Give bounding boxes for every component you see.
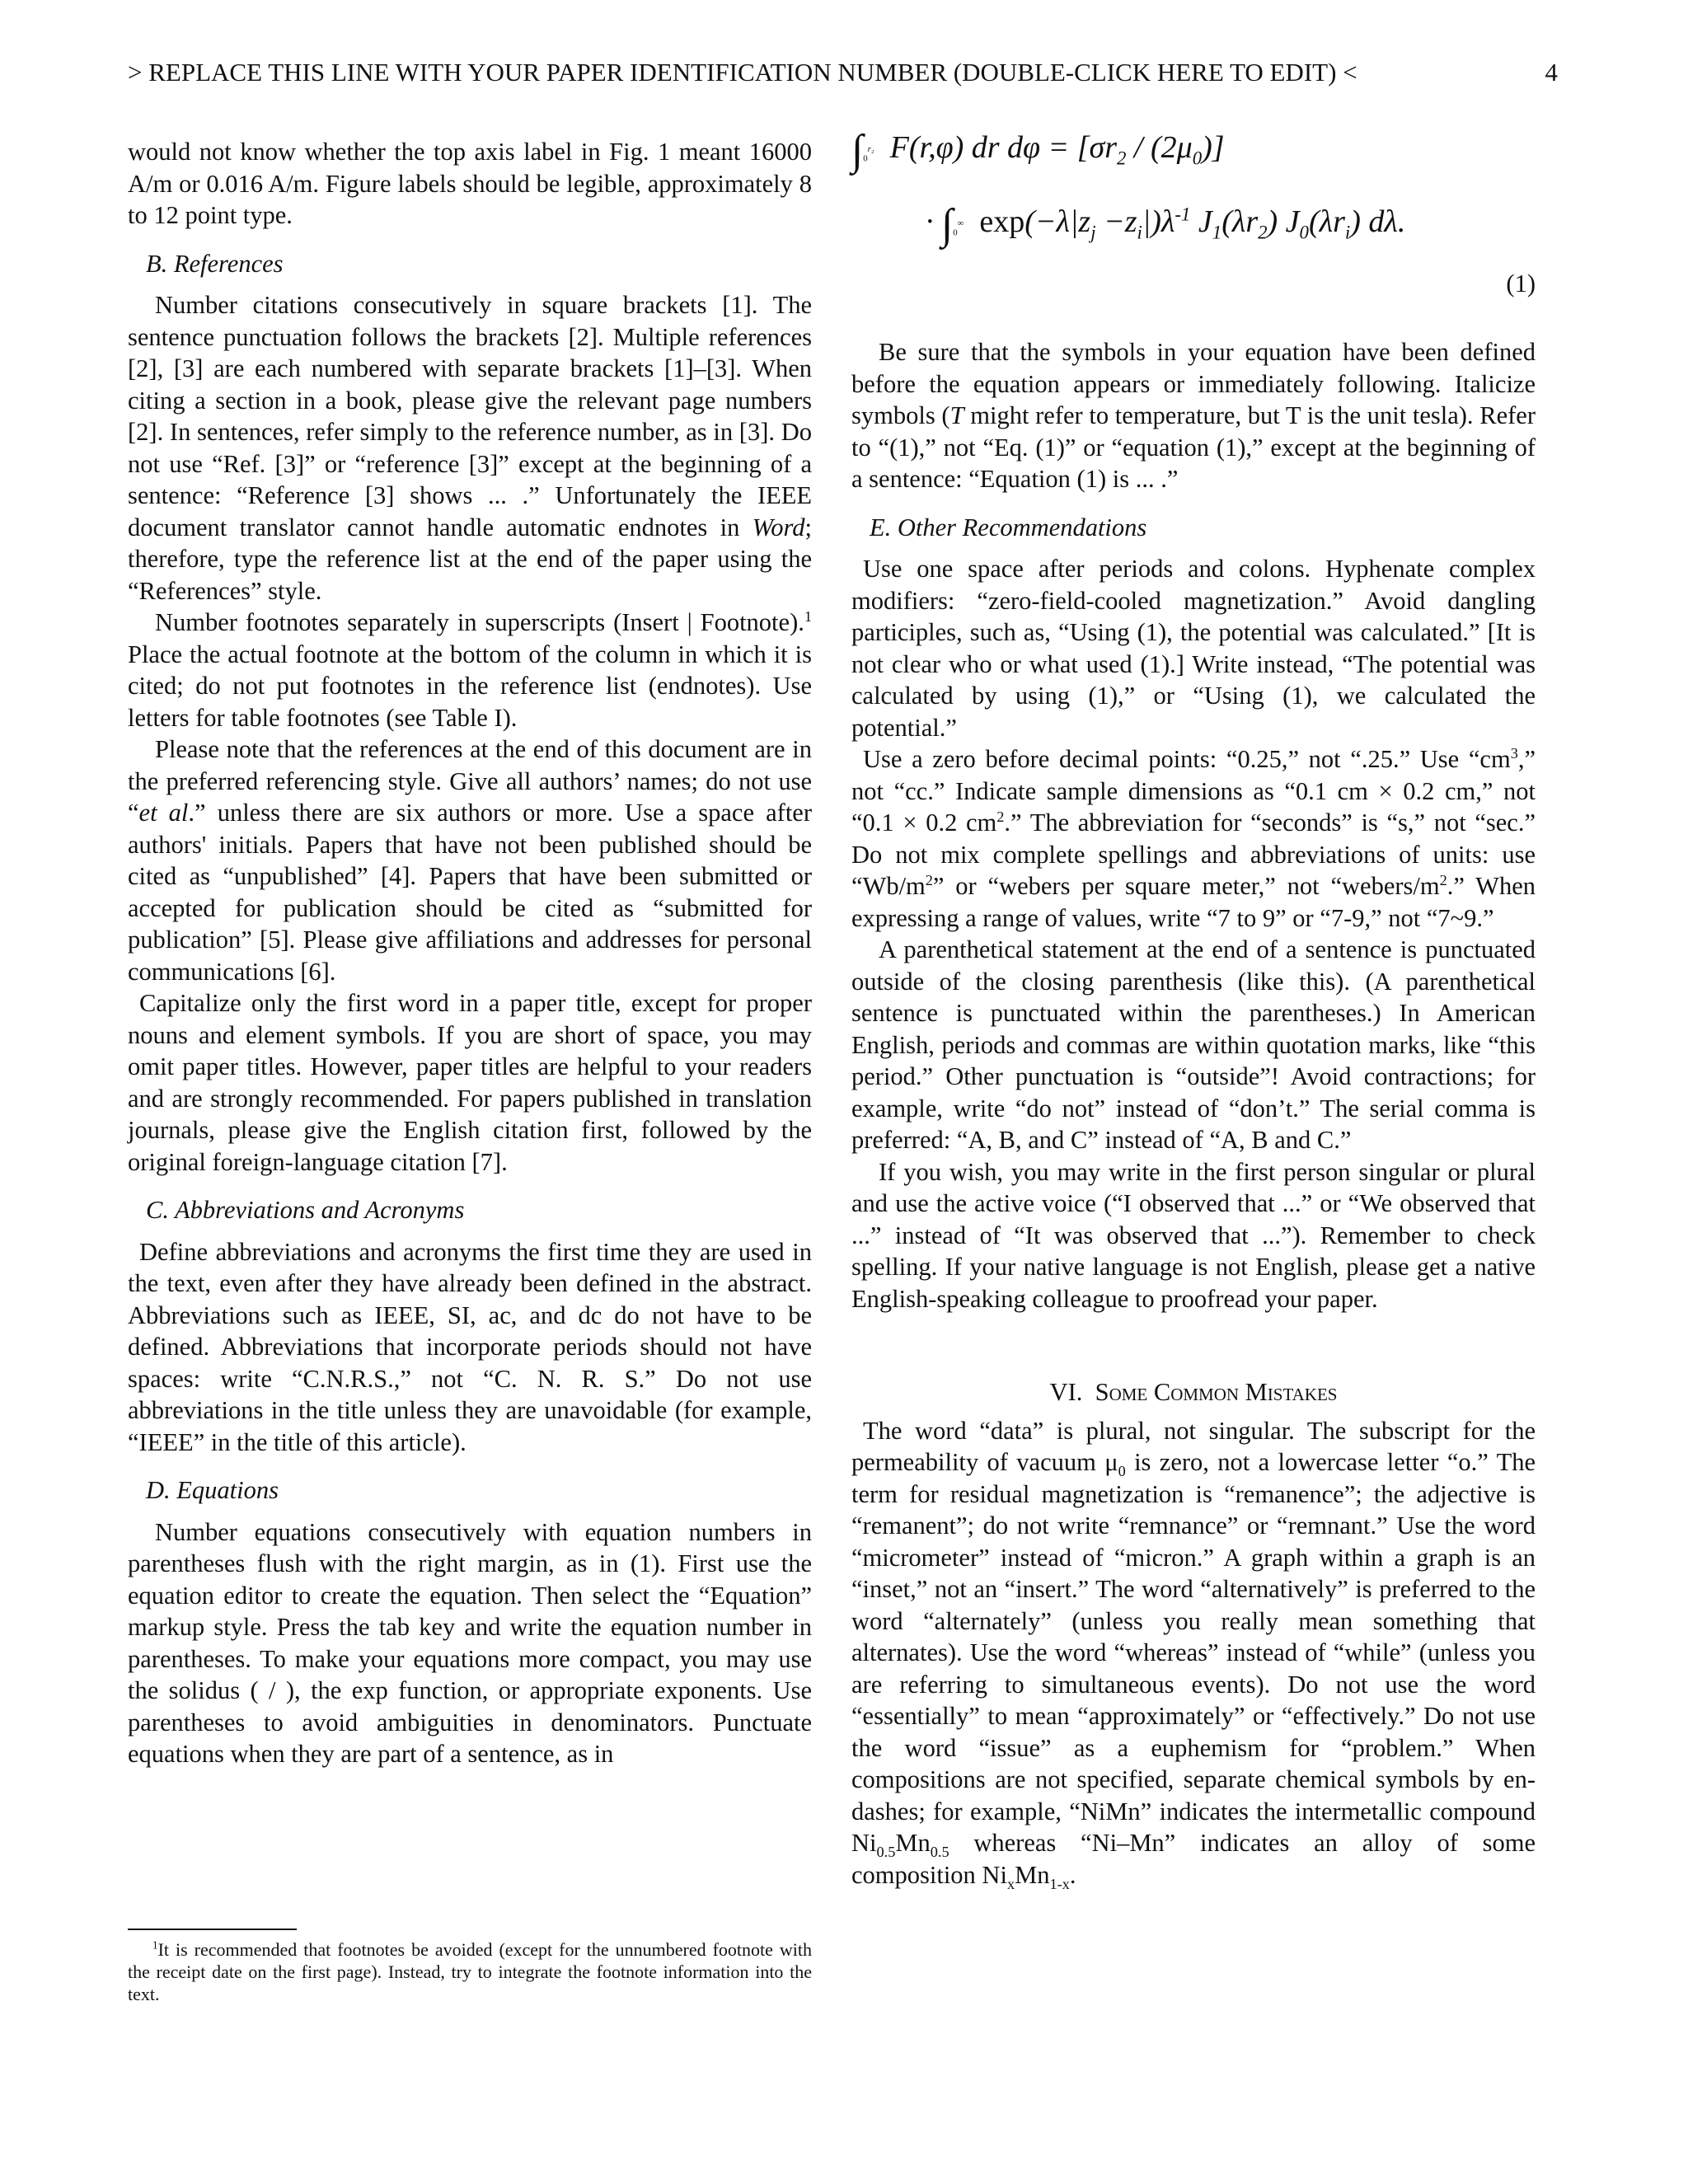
paragraph-references-2: Number footnotes separately in superscripts (Insert | Footnote).$^1$ Place the actual footnote at the bottom of the column in which it is cited; do not put footnotes in the reference list (endnotes). Use letters for table footnotes (see Table I).: [128, 607, 812, 732]
paragraph-references-4: Capitalize only the first word in a paper title, except for proper nouns and element symbols. If you are short of space, you may omit paper titles. However, paper titles are helpful to your readers and are strongly recommended. For papers published in translation journals, please give the English citation first, followed by the original foreign-language citation [7].: [128, 989, 812, 1176]
equation-block: [851, 127, 1536, 336]
footnote-text: It is recommended that footnotes be avoided (except for the unnumbered footnote with the receipt date on the first page). Instead, try to integrate the footnote information into the text.: [128, 1939, 812, 2004]
section-heading-common-mistakes: VI. Some Common Mistakes: [1049, 1378, 1338, 1406]
paragraph-recommendations-4: If you wish, you may write in the first person singular or plural and use the active voice (“I observed that ...” or “We observed that ...” instead of “It was observed that ...”). Remember to check spelling. If your native language is not English, please get a native English-speaking colleague to proofread your paper.: [851, 1157, 1536, 1313]
section-heading-references: B. References: [146, 249, 284, 278]
paragraph-recommendations-2: Use a zero before decimal points: “0.25,” not “.25.” Use “$cm^3$,” not “cc.” Indicate sample dimensions as “0.1 cm × 0.2 cm,” not “0.1 × 0.2 $cm^2$.” The abbreviation for “seconds” is “s,” not “sec.” Do not mix complete spellings and abbreviations of units: use “$Wb/m^2$” or “webers per square meter,” not “$webers/m^2$.” When expressing a range of values, write “7 to 9” or “7-9,” not “7~9.”: [851, 744, 1536, 932]
paragraph-recommendations-3: A parenthetical statement at the end of a sentence is punctuated outside of the closing parenthesis (like this). (A parenthetical sentence is punctuated within the parentheses.) In American English, periods and commas are within quotation marks, like “this period.” Other punctuation is “outside”! Avoid contractions; for example, write “do not” instead of “don’t.” The serial comma is preferred: “A, B, and C” instead of “A, B and C.”: [851, 935, 1536, 1154]
section-heading-other-recommendations: E. Other Recommendations: [870, 513, 1147, 541]
equation-line-1: $\int_0^{r_2}$ F(r,φ) dr $d\varphi = [\sigma r_2 / (2\mu_0)]$: [851, 127, 1225, 174]
equation-line-2: · $\int_0^\infty$ $\exp(-\lambda|z_j -z_i|)\lambda^{-1}$ $J_1(\lambda r_2)$ $J_0(\lambda r_i)$ dλ.: [926, 201, 1406, 248]
paragraph-abbreviations: Define abbreviations and acronyms the first time they are used in the text, even after they have already been defined in the abstract. Abbreviations such as IEEE, SI, ac, and dc do not have to be defined. Abbreviations that incorporate periods should not have spaces: write “C.N.R.S.,” not “C. N. R. S.” Do not use abbreviations in the title unless they are unavoidable (for example, “IEEE” in the title of this article).: [128, 1237, 812, 1456]
equation-number: (1): [1506, 269, 1536, 298]
section-heading-abbreviations: C. Abbreviations and Acronyms: [146, 1196, 465, 1224]
page-number: 4: [1545, 58, 1558, 87]
paragraph-equations: Number equations consecutively with equation numbers in parentheses flush with the right margin, as in (1). First use the equation editor to create the equation. Then select the “Equation” markup style. Press the tab key and write the equation number in parentheses. To make your equations more compact, you may use the solidus ( / ), the exp function, or appropriate exponents. Use parentheses to avoid ambiguities in denominators. Punctuate equations when they are part of a sentence, as in: [128, 1517, 812, 1768]
section-heading-equations: D. Equations: [146, 1476, 279, 1504]
footnote-number: 1: [152, 1938, 158, 1952]
footnote-marker: 1: [804, 607, 812, 625]
paragraph-recommendations-1: Use one space after periods and colons. Hyphenate complex modifiers: “zero-field-cooled magnetization.” Avoid dangling participles, such as, “Using (1), the potential was calculated.” [It is not clear who or what used (1).] Write instead, “The potential was calculated by using (1),” or “Using (1), we calculated the potential.”: [851, 555, 1536, 742]
paragraph-continued: would not know whether the top axis label in Fig. 1 meant 16000 A/m or 0.016 A/m. Figure labels should be legible, approximately 8 to 12 point type.: [128, 138, 812, 229]
right-column: [851, 127, 1536, 1892]
paragraph-equations-2: Be sure that the symbols in your equation have been defined before the equation appears or immediately following. Italicize symbols (T might refer to temperature, but T is the unit tesla). Refer to “(1),” not “Eq. (1)” or “equation (1),” except at the beginning of a sentence: “Equation (1) is ... .”: [851, 338, 1536, 493]
footnote-rule: [128, 1929, 297, 1930]
paragraph-references-1: Number citations consecutively in square brackets [1]. The sentence punctuation follows the brackets [2]. Multiple references [2], [3] are each numbered with separate brackets [1]–[3]. When citing a section in a book, please give the relevant page numbers [2]. In sentences, refer simply to the reference number, as in [3]. Do not use “Ref. [3]” or “reference [3]” except at the beginning of a sentence: “Reference [3] shows ... .” Unfortunately the IEEE document translator cannot handle automatic endnotes in Word; therefore, type the reference list at the end of the paper using the “References” style.: [128, 291, 812, 605]
paragraph-common-mistakes: The word “data” is plural, not singular. The subscript for the permeability of vacuum $\mu_0$ is zero, not a lowercase letter “o.” The term for residual magnetization is “remanence”; the adjective is “remanent”; do not write “remnance” or “remnant.” Use the word “micrometer” instead of “micron.” A graph within a graph is an “inset,” not an “insert.” The word “alternatively” is preferred to the word “alternately” (unless you really mean something that alternates). Use the word “whereas” instead of “while” (unless you are referring to simultaneous events). Do not use the word “essentially” to mean “approximately” or “effectively.” Do not use the word “issue” as a euphemism for “problem.” When compositions are not specified, separate chemical symbols by en-dashes; for example, “NiMn” indicates the intermetallic compound $Ni_{0.5}Mn_{0.5}$ whereas “Ni–Mn” indicates an alloy of some composition $Ni_xMn_{1-x}$.: [851, 1416, 1536, 1892]
running-header: [128, 56, 1558, 89]
paragraph-references-3: Please note that the references at the end of this document are in the preferred referencing style. Give all authors’ names; do not use “et al.” unless there are six authors or more. Use a space after authors' initials. Papers that have not been published should be cited as “unpublished” [4]. Papers that have been submitted or accepted for publication should be cited as “submitted for publication” [5]. Please give affiliations and addresses for personal communications [6].: [128, 735, 812, 986]
left-column: [128, 136, 812, 1770]
footnote: [128, 1938, 812, 2005]
running-title: > REPLACE THIS LINE WITH YOUR PAPER IDENTIFICATION NUMBER (DOUBLE-CLICK HERE TO EDIT) <: [128, 58, 1357, 87]
